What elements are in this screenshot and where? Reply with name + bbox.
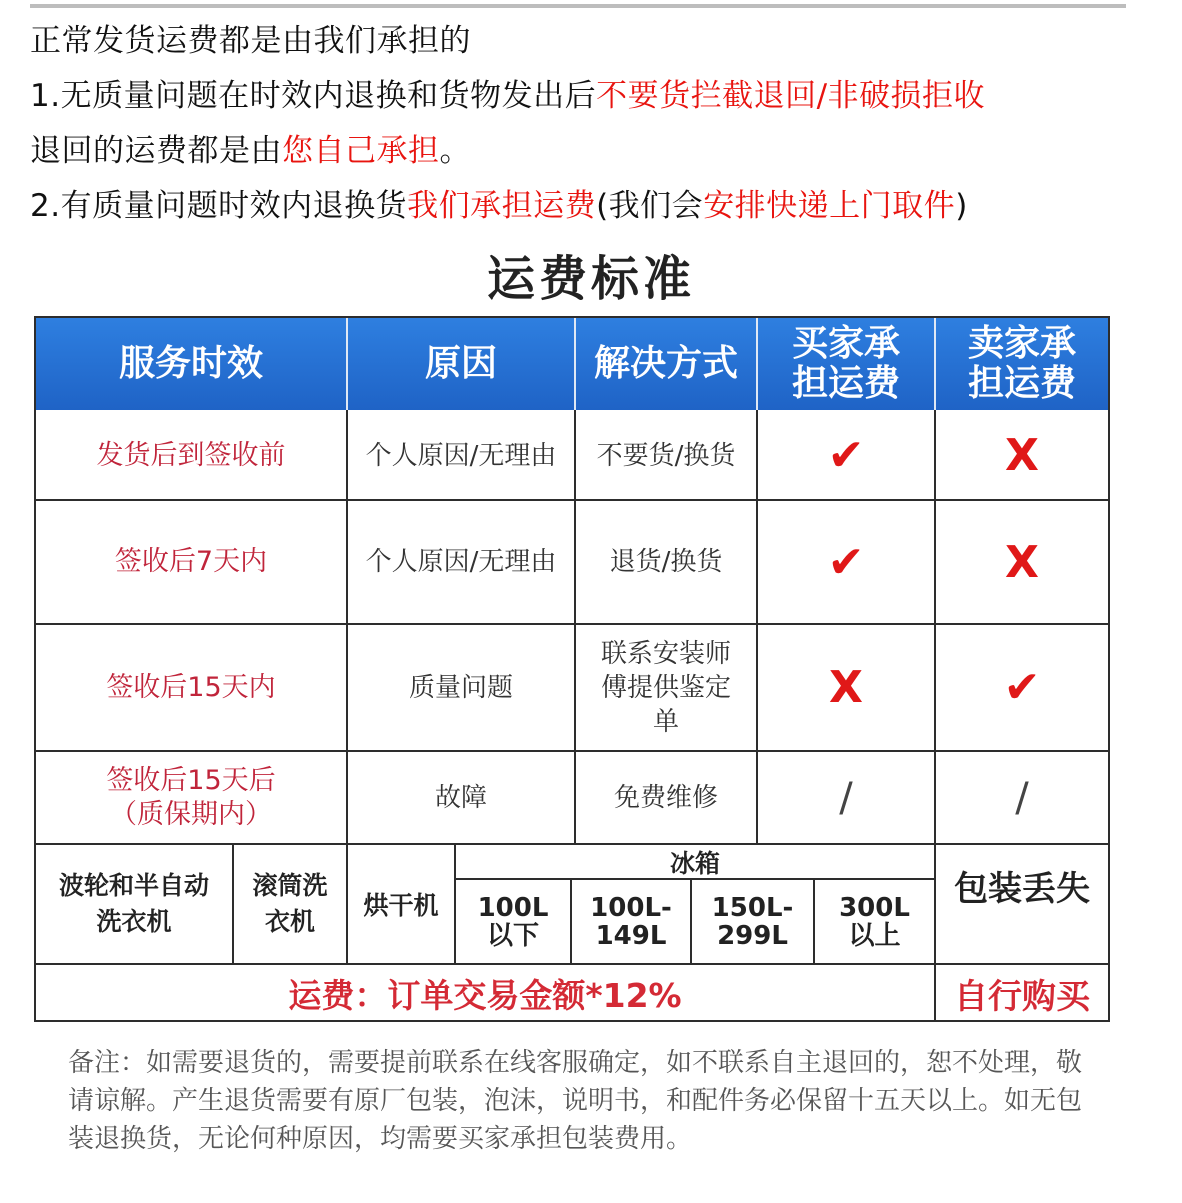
row-4-period: 签收后15天后（质保期内） bbox=[106, 764, 276, 830]
cross-icon: X bbox=[1005, 430, 1039, 481]
header-buyer-pays: 买家承担运费 bbox=[758, 318, 936, 410]
row-1-period: 发货后到签收前 bbox=[96, 439, 286, 471]
product-dryer: 烘干机 bbox=[363, 891, 439, 920]
row-4-reason: 故障 bbox=[434, 782, 487, 813]
fridge-size: 100L以下 bbox=[477, 892, 549, 951]
product-washer-semi: 波轮和半自动洗衣机 bbox=[58, 871, 209, 936]
intro-line-0: 正常发货运费都是由我们承担的 bbox=[30, 23, 471, 59]
row-2-solution: 退货/换货 bbox=[609, 547, 723, 577]
product-washer-drum: 滚筒洗衣机 bbox=[252, 871, 328, 936]
cross-icon: X bbox=[829, 662, 863, 713]
footnote: 备注：如需要退货的，需要提前联系在线客服确定，如不联系自主退回的，恕不处理，敬请谅解。产生退货需要有原厂包装，泡沫，说明书，和配件务必保留十五天以上。如无包装退换货，无论何种原因，均需要买家承担包装费用。 bbox=[68, 1048, 1083, 1154]
row-3-solution: 联系安装师傅提供鉴定单 bbox=[600, 638, 731, 737]
row-2-period: 签收后7天内 bbox=[114, 546, 268, 577]
check-icon: ✔ bbox=[827, 430, 865, 481]
header-seller-pays: 卖家承担运费 bbox=[936, 318, 1108, 410]
intro-highlight: 我们承担运费 bbox=[407, 188, 597, 224]
row-4-solution: 免费维修 bbox=[613, 782, 718, 813]
fridge-size: 100L-149L bbox=[590, 892, 672, 951]
intro-highlight: 不要货拦截退回/非破损拒收 bbox=[596, 78, 986, 114]
check-icon: ✔ bbox=[827, 536, 865, 588]
check-icon: ✔ bbox=[1003, 662, 1041, 713]
slash-icon: / bbox=[839, 774, 853, 821]
product-fridge: 冰箱 bbox=[669, 848, 720, 878]
page-title: 运费标准 bbox=[486, 251, 695, 307]
row-3-reason: 质量问题 bbox=[408, 672, 513, 703]
intro-line-1: 1.无质量问题在时效内退换和货物发出后不要货拦截退回/非破损拒收 bbox=[30, 78, 986, 114]
product-lost-packaging: 包装丢失 bbox=[954, 868, 1090, 909]
fridge-size: 150L-299L bbox=[711, 892, 794, 951]
intro-line-3: 2.有质量问题时效内退换货我们承担运费(我们会安排快递上门取件) bbox=[30, 188, 968, 224]
fee-formula: 运费：订单交易金额*12% bbox=[288, 976, 682, 1015]
intro-highlight: 安排快递上门取件 bbox=[703, 188, 956, 224]
header-solution: 解决方式 bbox=[576, 318, 758, 410]
row-1-reason: 个人原因/无理由 bbox=[365, 440, 557, 471]
cross-icon: X bbox=[1005, 536, 1039, 588]
header-reason: 原因 bbox=[348, 318, 576, 410]
self-buy-note: 自行购买 bbox=[954, 977, 1090, 1017]
slash-icon: / bbox=[1015, 774, 1029, 821]
top-divider bbox=[30, 4, 1126, 8]
header-service-period: 服务时效 bbox=[36, 318, 348, 410]
intro-text bbox=[30, 14, 1160, 234]
row-2-reason: 个人原因/无理由 bbox=[365, 547, 557, 577]
intro-highlight: 您自己承担 bbox=[282, 133, 440, 169]
intro-line-2: 退回的运费都是由您自己承担。 bbox=[30, 133, 471, 169]
fridge-size: 300L以上 bbox=[839, 892, 910, 951]
shipping-fee-table bbox=[34, 316, 1110, 1022]
row-1-solution: 不要货/换货 bbox=[596, 440, 736, 471]
row-3-period: 签收后15天内 bbox=[106, 671, 276, 703]
